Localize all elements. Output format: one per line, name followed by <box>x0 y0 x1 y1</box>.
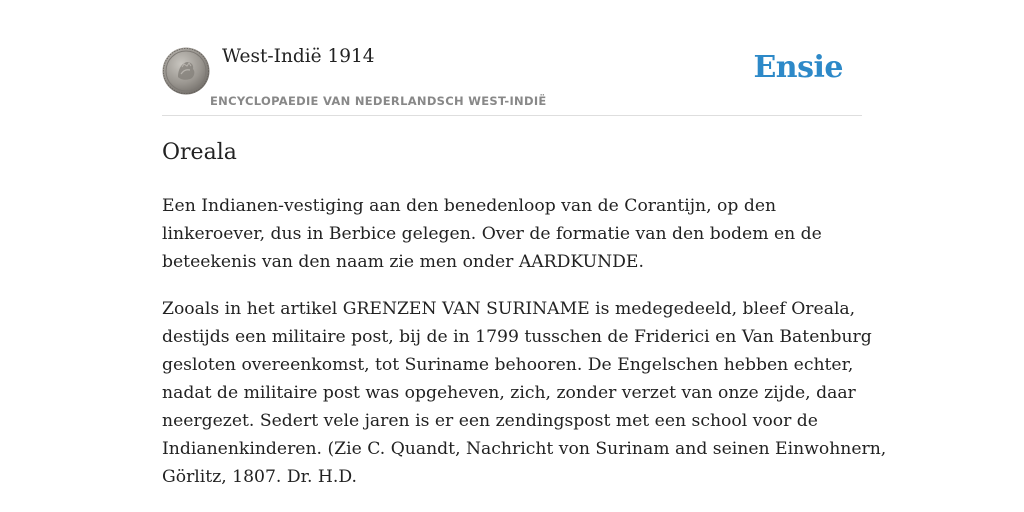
text-line: Zooals in het artikel GRENZEN VAN SURINAME is medegedeeld, bleef Oreala, <box>162 299 856 319</box>
page <box>162 0 887 512</box>
source-subtitle: ENCYCLOPAEDIE VAN NEDERLANDSCH WEST-INDIË <box>210 94 547 108</box>
source-header <box>162 0 862 116</box>
text-line: beteekenis van den naam zie men onder AARDKUNDE. <box>162 252 644 272</box>
text-line: Een Indianen-vestiging aan den benedenloop van de Corantijn, op den <box>162 196 777 216</box>
text-line: Görlitz, 1807. Dr. H.D. <box>162 467 357 487</box>
text-line: neergezet. Sedert vele jaren is er een zendingspost met een school voor de <box>162 411 818 431</box>
article-body <box>162 192 887 510</box>
text-line: Indianenkinderen. (Zie C. Quandt, Nachricht von Surinam and seinen Einwohnern, <box>162 439 887 459</box>
source-title[interactable]: West-Indië 1914 <box>222 46 375 67</box>
article-title: Oreala <box>162 140 237 165</box>
article-paragraph <box>162 192 867 276</box>
text-line: nadat de militaire post was opgeheven, zich, zonder verzet van onze zijde, daar <box>162 383 856 403</box>
article-paragraph <box>162 295 887 491</box>
text-line: gesloten overeenkomst, tot Suriname behooren. De Engelschen hebben echter, <box>162 355 854 375</box>
brand-logo[interactable]: Ensie <box>753 50 843 85</box>
coin-icon[interactable] <box>162 47 210 95</box>
text-line: linkeroever, dus in Berbice gelegen. Over de formatie van den bodem en de <box>162 224 822 244</box>
text-line: destijds een militaire post, bij de in 1799 tusschen de Friderici en Van Batenburg <box>162 327 872 347</box>
